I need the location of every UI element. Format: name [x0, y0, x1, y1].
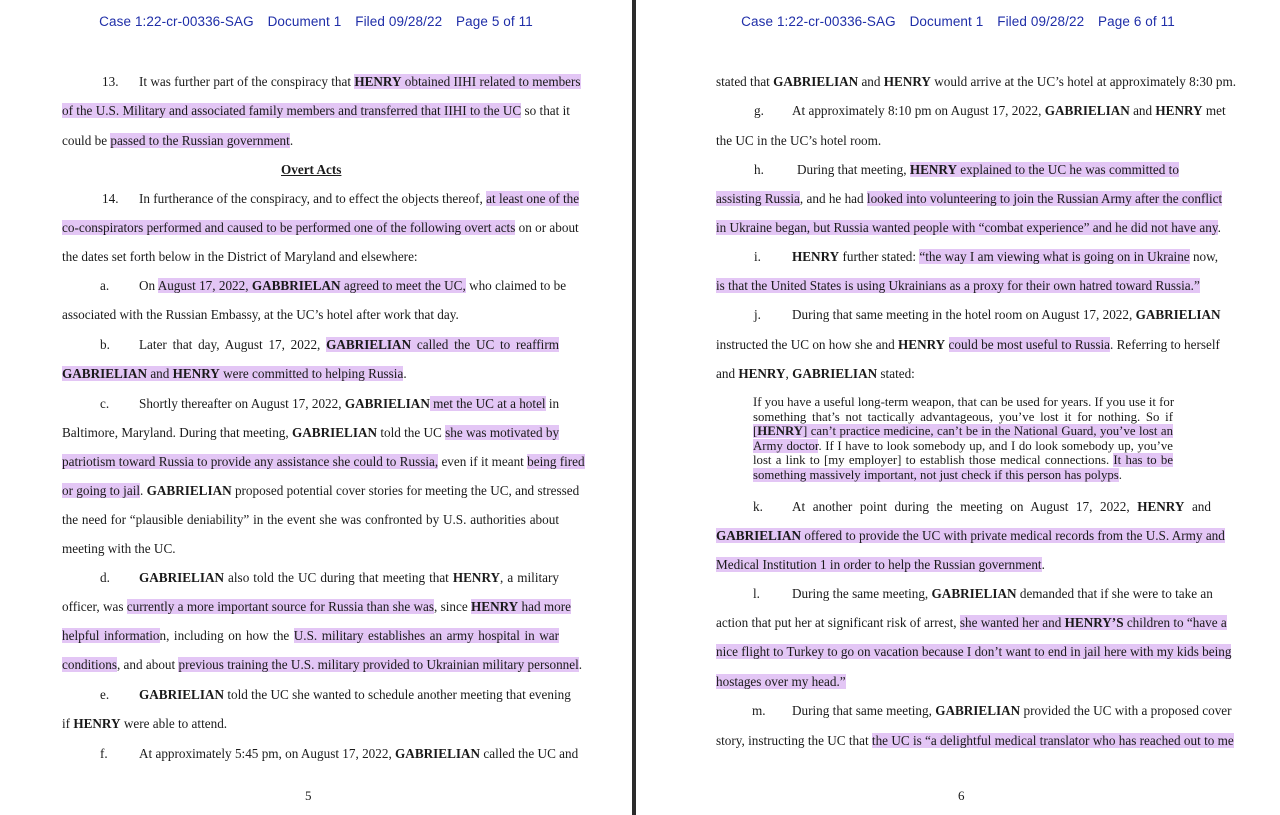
- page-header: [0, 14, 632, 29]
- text-line: and HENRY, GABRIELIAN stated:: [716, 366, 915, 381]
- text-line: patriotism toward Russia to provide any assistance she could to Russia, even if it meant being fired: [62, 454, 585, 469]
- text-line: GABRIELIAN also told the UC during that meeting that HENRY, a military: [139, 570, 559, 585]
- text-line: the UC in the UC’s hotel room.: [716, 133, 882, 148]
- text-line: the dates set forth below in the District of Maryland and elsewhere:: [62, 249, 418, 264]
- text-line: hostages over my head.”: [716, 674, 846, 689]
- text-line: Medical Institution 1 in order to help the Russian government.: [716, 557, 1045, 572]
- page-count: Page 5 of 11: [456, 14, 533, 29]
- item-letter: i.: [754, 249, 761, 264]
- text-line: of the U.S. Military and associated family members and transferred that IIHI to the UC so that it: [62, 103, 570, 118]
- paragraph-number: 13.: [102, 74, 119, 89]
- text-line: At another point during the meeting on August 17, 2022, HENRY and: [792, 499, 1211, 514]
- filed-date: Filed 09/28/22: [997, 14, 1085, 29]
- text-line: GABRIELIAN told the UC she wanted to schedule another meeting that evening: [139, 687, 571, 702]
- text-line: instructed the UC on how she and HENRY could be most useful to Russia. Referring to herself: [716, 337, 1220, 352]
- quote-line: lost a link to [my employer] to establish those medical connections. It has to be: [753, 453, 1173, 468]
- text-line: assisting Russia, and he had looked into volunteering to join the Russian Army after the conflict: [716, 191, 1223, 206]
- item-letter: l.: [753, 586, 760, 601]
- text-line: in Ukraine began, but Russia wanted people with “combat experience” and he did not have any.: [716, 220, 1221, 235]
- text-line: At approximately 8:10 pm on August 17, 2022, GABRIELIAN and HENRY met: [792, 103, 1226, 118]
- item-letter: b.: [100, 337, 110, 352]
- block-quote: [753, 395, 1173, 483]
- section-title: Overt Acts: [281, 162, 342, 177]
- item-letter: g.: [754, 103, 764, 118]
- text-line: Shortly thereafter on August 17, 2022, GABRIELIAN met the UC at a hotel in: [139, 396, 560, 411]
- text-line: GABRIELIAN offered to provide the UC with private medical records from the U.S. Army and: [716, 528, 1225, 543]
- text-line: officer, was currently a more important source for Russia than she was, since HENRY had more: [62, 599, 571, 614]
- text-line: associated with the Russian Embassy, at the UC’s hotel after work that day.: [62, 307, 459, 322]
- item-letter: j.: [754, 307, 761, 322]
- item-letter: f.: [100, 746, 108, 761]
- text-line: On August 17, 2022, GABBRIELAN agreed to meet the UC, who claimed to be: [139, 278, 567, 293]
- item-letter: k.: [753, 499, 763, 514]
- text-line: During that same meeting in the hotel room on August 17, 2022, GABRIELIAN: [792, 307, 1221, 322]
- case-number: Case 1:22-cr-00336-SAG: [99, 14, 254, 29]
- filed-date: Filed 09/28/22: [355, 14, 443, 29]
- text-line: During the same meeting, GABRIELIAN demanded that if she were to take an: [792, 586, 1213, 601]
- quote-line: something massively important, not just check if this person has polyps.: [753, 467, 1122, 482]
- quote-line: If you have a useful long-term weapon, that can be used for years. If you use it for: [753, 395, 1175, 409]
- page-header: [636, 14, 1280, 29]
- document-page-5: [0, 0, 632, 815]
- page-number: 5: [305, 788, 312, 803]
- text-line: is that the United States is using Ukrainians as a proxy for their own hatred toward Russia.”: [716, 278, 1200, 293]
- item-letter: a.: [100, 278, 110, 293]
- text-line: the need for “plausible deniability” in the event she was confronted by U.S. authorities about: [62, 512, 559, 527]
- document-number: Document 1: [267, 14, 342, 29]
- item-letter: h.: [754, 162, 764, 177]
- text-line: At approximately 5:45 pm, on August 17, 2022, GABRIELIAN called the UC and: [139, 746, 579, 761]
- document-page-6: [636, 0, 1280, 815]
- text-line: It was further part of the conspiracy that HENRY obtained IIHI related to members: [139, 74, 581, 89]
- text-line: helpful information, including on how the U.S. military establishes an army hospital in war: [62, 628, 559, 643]
- text-line: Baltimore, Maryland. During that meeting, GABRIELIAN told the UC she was motivated by: [62, 425, 560, 440]
- document-number: Document 1: [909, 14, 984, 29]
- text-line: meeting with the UC.: [62, 541, 176, 556]
- case-number: Case 1:22-cr-00336-SAG: [741, 14, 896, 29]
- text-line: GABRIELIAN and HENRY were committed to helping Russia.: [62, 366, 407, 381]
- text-line: During that meeting, HENRY explained to the UC he was committed to: [797, 162, 1179, 177]
- text-line: In furtherance of the conspiracy, and to effect the objects thereof, at least one of the: [139, 191, 580, 206]
- paragraph-number: 14.: [102, 191, 119, 206]
- text-line: could be passed to the Russian government.: [62, 133, 294, 148]
- text-line: During that same meeting, GABRIELIAN provided the UC with a proposed cover: [792, 703, 1232, 718]
- item-letter: c.: [100, 396, 110, 411]
- page-number: 6: [958, 788, 965, 803]
- quote-line: something that’s not tactically advantageous, you’ve lost it for nothing. So if: [753, 409, 1173, 424]
- text-line: stated that GABRIELIAN and HENRY would arrive at the UC’s hotel at approximately 8:30 pm.: [716, 74, 1237, 89]
- quote-line: Army doctor. If I have to look somebody up, and I do look somebody up, you’ve: [753, 438, 1173, 453]
- item-letter: e.: [100, 687, 110, 702]
- item-letter: m.: [752, 703, 766, 718]
- text-line: action that put her at significant risk of arrest, she wanted her and HENRY’S children to “have a: [716, 615, 1227, 630]
- text-line: HENRY further stated: “the way I am viewing what is going on in Ukraine now,: [792, 249, 1219, 264]
- text-line: conditions, and about previous training the U.S. military provided to Ukrainian military personnel.: [62, 657, 583, 672]
- quote-line: [HENRY] can’t practice medicine, can’t be in the National Guard, you’ve lost an: [753, 424, 1173, 439]
- text-line: or going to jail. GABRIELIAN proposed potential cover stories for meeting the UC, and stressed: [62, 483, 580, 498]
- item-letter: d.: [100, 570, 110, 585]
- text-line: Later that day, August 17, 2022, GABRIELIAN called the UC to reaffirm: [139, 337, 559, 352]
- text-line: story, instructing the UC that the UC is “a delightful medical translator who has reached out to me: [716, 733, 1234, 748]
- text-line: if HENRY were able to attend.: [62, 716, 228, 731]
- page-count: Page 6 of 11: [1098, 14, 1175, 29]
- text-line: nice flight to Turkey to go on vacation because I don’t want to end in jail here with my kids being: [716, 644, 1232, 659]
- text-line: co-conspirators performed and caused to be performed one of the following overt acts on or about: [62, 220, 579, 235]
